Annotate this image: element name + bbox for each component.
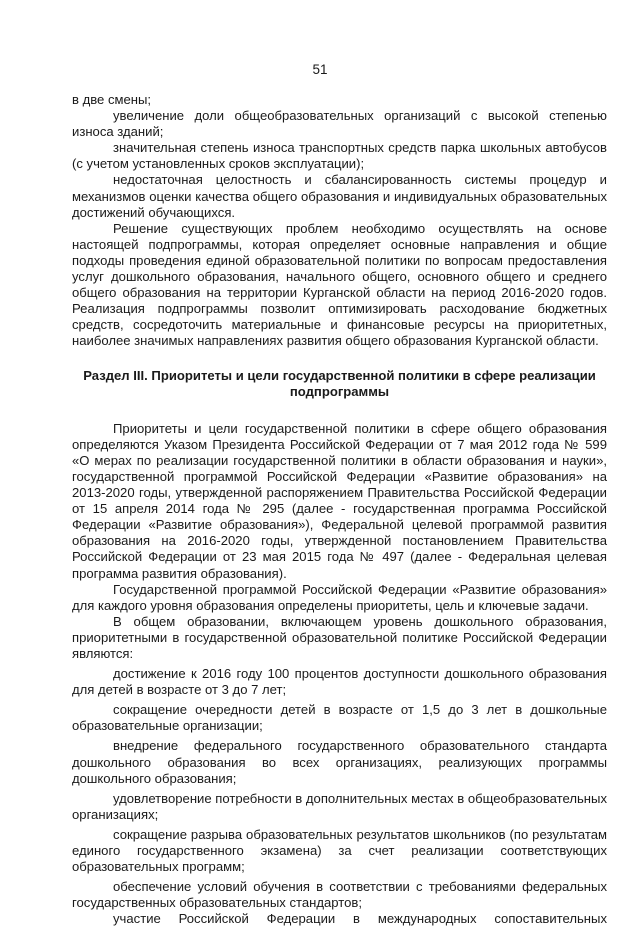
paragraph: Приоритеты и цели государственной политики в сфере общего образования определяются Указом Президента Российской Федерации от 7 мая 2012 года № 599 «О мерах по реализации государственной политики в области образования и науки», государственной программой Российской Федерации «Развитие образования» на 2013-2020 годы, утвержденной распоряжением Правительства Российской Федерации от 15 апреля 2014 года № 295 (далее - государственная программа Российской Федерации «Развитие образования»), Федеральной целевой программой развития образования на 2016-2020 годы, утвержденной постановлением Правительства Российской Федерации от 23 мая 2015 года № 497 (далее - Федеральная целевая программа развития образования).: [72, 420, 607, 581]
paragraph: Государственной программой Российской Федерации «Развитие образования» для каждого уровня образования определены приоритеты, цель и ключевые задачи.: [72, 581, 607, 613]
list-item: участие Российской Федерации в международных сопоставительных: [113, 911, 607, 927]
list-item: удовлетворение потребности в дополнительных местах в общеобразовательных организациях;: [72, 790, 607, 822]
list-item: сокращение очередности детей в возрасте от 1,5 до 3 лет в дошкольные образовательные организации;: [72, 702, 607, 734]
list-item: обеспечение условий обучения в соответствии с требованиями федеральных государственных образовательных стандартов;: [72, 879, 607, 911]
paragraph: в две смены;: [72, 92, 152, 107]
document-body: [72, 92, 607, 928]
paragraph: значительная степень износа транспортных средств парка школьных автобусов (с учетом установленных сроков эксплуатации);: [72, 140, 607, 172]
paragraph: Решение существующих проблем необходимо осуществлять на основе настоящей подпрограммы, которая определяет основные направления и общие подходы проведения единой образовательной политики по вопросам предоставления услуг дошкольного образования, начального общего, основного общего и среднего общего образования на территории Курганской области на период 2016-2020 годов. Реализация подпрограммы позволит оптимизировать расходование бюджетных средств, сосредоточить материальные и финансовые ресурсы на приоритетных, наиболее значимых направлениях развития общего образования Курганской области.: [72, 220, 607, 349]
page-number: 51: [312, 62, 328, 77]
paragraph: В общем образовании, включающем уровень дошкольного образования, приоритетными в государственной образовательной политике Российской Федерации являются:: [72, 613, 607, 661]
list-item: достижение к 2016 году 100 процентов доступности дошкольного образования для детей в возрасте от 3 до 7 лет;: [72, 666, 607, 698]
list-item: сокращение разрыва образовательных результатов школьников (по результатам единого государственного экзамена) за счет реализации соответствующих образовательных программ;: [72, 826, 607, 875]
section-heading: Раздел III. Приоритеты и цели государственной политики в сфере реализации подпрограммы: [83, 367, 596, 399]
list-item: внедрение федерального государственного образовательного стандарта дошкольного образования во всех организациях, реализующих программы дошкольного образования;: [72, 738, 607, 786]
paragraph: увеличение доли общеобразовательных организаций с высокой степенью износа зданий;: [72, 108, 607, 140]
paragraph: недостаточная целостность и сбалансированность системы процедур и механизмов оценки качества общего образования и индивидуальных образовательных достижений обучающихся.: [72, 172, 607, 220]
